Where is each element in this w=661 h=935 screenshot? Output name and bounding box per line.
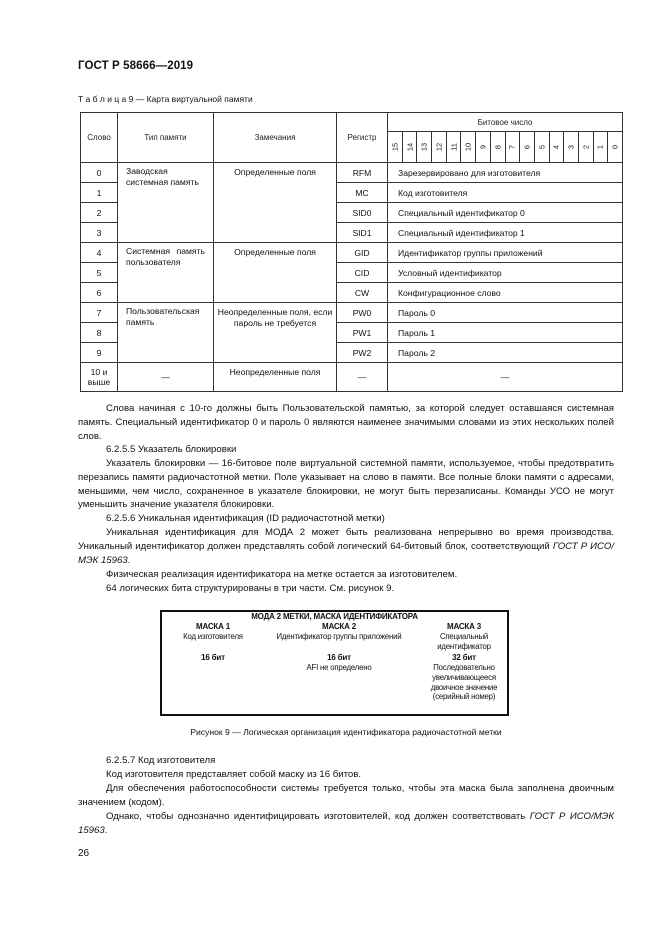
paragraph-5: 64 логических бита структурированы в три части. См. рисунок 9. xyxy=(106,583,395,594)
cell-register: PW1 xyxy=(337,323,388,343)
figure-9-mask-diagram xyxy=(160,610,509,716)
bit-number-label: 2 xyxy=(581,144,591,150)
cell-bits: Пароль 0 xyxy=(388,303,623,323)
figure-caption: Рисунок 9 — Логическая организация идентификатора радиочастотной метки xyxy=(190,727,502,737)
bit-number-0 xyxy=(608,132,623,163)
cell-word: 8 xyxy=(81,323,118,343)
bit-number-label: 1 xyxy=(595,144,605,150)
cell-bits: Специальный идентификатор 0 xyxy=(388,203,623,223)
cell-remarks: Неопределенные поля, если пароль не требуется xyxy=(214,303,337,363)
mask2-size: 16 бит xyxy=(327,653,351,662)
bit-number-label: 4 xyxy=(551,144,561,150)
cell-register: SID1 xyxy=(337,223,388,243)
cell-register: GID xyxy=(337,243,388,263)
cell-word: 9 xyxy=(81,343,118,363)
cell-remarks: Определенные поля xyxy=(214,243,337,303)
table-row xyxy=(81,163,623,183)
figure-title: МОДА 2 МЕТКИ, МАСКА ИДЕНТИФИКАТОРА xyxy=(251,612,418,621)
bit-number-13 xyxy=(417,132,432,163)
cell-register: CID xyxy=(337,263,388,283)
cell-word: 6 xyxy=(81,283,118,303)
cell-bits: Зарезервировано для изготовителя xyxy=(388,163,623,183)
paragraph-4: Физическая реализация идентификатора на метке остается за изготовителем. xyxy=(106,569,458,580)
cell-register: PW2 xyxy=(337,343,388,363)
mask1-size: 16 бит xyxy=(201,653,225,662)
cell-word: 1 xyxy=(81,183,118,203)
cell-word: 0 xyxy=(81,163,118,183)
bit-number-5 xyxy=(534,132,549,163)
bit-number-label: 14 xyxy=(405,142,415,152)
cell-word: 3 xyxy=(81,223,118,243)
cell-bits: Конфигурационное слово xyxy=(388,283,623,303)
bit-number-7 xyxy=(505,132,520,163)
paragraph-1: Слова начиная с 10-го должны быть Пользовательской памятью, за которой следует оставшаяся системная память. Специальный идентификатор 0 и пароль 0 являются наименее значимыми словами из этих нескольких полей слов. xyxy=(78,403,614,442)
mask1-title: МАСКА 1 xyxy=(196,622,230,631)
bit-number-4 xyxy=(549,132,564,163)
header-remarks: Замечания xyxy=(214,113,337,163)
bit-number-14 xyxy=(402,132,417,163)
cell-bits: Специальный идентификатор 1 xyxy=(388,223,623,243)
document-header: ГОСТ Р 58666—2019 xyxy=(78,60,194,72)
mask3-title: МАСКА 3 xyxy=(447,622,481,631)
mask3-name: Специальный идентификатор xyxy=(437,632,491,651)
standard-reference: ГОСТ Р ИСО/МЭК 15963 xyxy=(78,540,614,566)
bit-number-6 xyxy=(520,132,535,163)
bit-number-label: 10 xyxy=(463,142,473,152)
paragraph-7: Для обеспечения работоспособности системы требуется только, чтобы эта маска была заполнена двоичным значением (кодом). xyxy=(78,783,614,808)
header-word: Слово xyxy=(81,113,118,163)
cell-bits: — xyxy=(388,363,623,392)
header-bits: Битовое число xyxy=(388,113,623,132)
section-heading-6255: 6.2.5.5 Указатель блокировки xyxy=(106,444,237,455)
cell-memory-type: Пользовательская память xyxy=(118,303,214,363)
mask3-note: Последовательно увеличивающееся двоичное значение (серийный номер) xyxy=(430,663,498,702)
cell-bits: Идентификатор группы приложений xyxy=(388,243,623,263)
bit-number-label: 0 xyxy=(610,144,620,150)
cell-register: — xyxy=(337,363,388,392)
cell-register: MC xyxy=(337,183,388,203)
bit-number-8 xyxy=(490,132,505,163)
table-header-row xyxy=(81,113,623,132)
cell-word: 4 xyxy=(81,243,118,263)
bit-number-2 xyxy=(578,132,593,163)
paragraph-8-text: Однако, чтобы однозначно идентифицировать изготовителей, код должен соответствовать xyxy=(106,811,530,822)
cell-word: 5 xyxy=(81,263,118,283)
virtual-memory-table xyxy=(80,112,623,392)
bit-number-label: 15 xyxy=(390,142,400,152)
paragraph-3-text: Уникальная идентификация для МОДА 2 может быть реализована непрерывно во время производства. Уникальный идентификатор должен представлять собой логический 64-битовый блок, соответствующий xyxy=(78,527,614,552)
cell-memory-type: Системная память пользователя xyxy=(118,243,214,303)
header-register: Регистр xyxy=(337,113,388,163)
paragraph-2: Указатель блокировки — 16-битовое поле виртуальной системной памяти, используемое, чтобы предотвратить перезапись памяти радиочастотной метки. Поле указывает на слово в памяти. Все полные блоки памяти с адресами, меньшими, чем число, сохраненное в указателе блокировки, не могут быть перезаписаны. Команды УСО не могут уменьшить значение указателя блокировки. xyxy=(78,458,614,511)
bit-number-label: 6 xyxy=(522,144,532,150)
cell-word: 10 и выше xyxy=(81,363,118,392)
section-heading-6256: 6.2.5.6 Уникальная идентификация (ID радиочастотной метки) xyxy=(106,513,385,524)
bit-number-3 xyxy=(564,132,579,163)
page-number: 26 xyxy=(78,848,90,859)
bit-number-label: 9 xyxy=(478,144,488,150)
standard-reference-2: ГОСТ Р ИСО/МЭК 15963 xyxy=(78,811,614,836)
bit-number-10 xyxy=(461,132,476,163)
cell-bits: Код изготовителя xyxy=(388,183,623,203)
paragraph-6: Код изготовителя представляет собой маску из 16 битов. xyxy=(106,769,361,780)
bit-number-11 xyxy=(446,132,461,163)
paragraph-3 xyxy=(78,526,614,567)
cell-bits: Условный идентификатор xyxy=(388,263,623,283)
cell-word: 2 xyxy=(81,203,118,223)
cell-bits: Пароль 1 xyxy=(388,323,623,343)
cell-remarks: Неопределенные поля xyxy=(214,363,337,392)
bit-number-label: 13 xyxy=(419,142,429,152)
table-row xyxy=(81,363,623,392)
cell-remarks: Определенные поля xyxy=(214,163,337,243)
table-row xyxy=(81,303,623,323)
bit-number-12 xyxy=(432,132,447,163)
bit-number-label: 5 xyxy=(537,144,547,150)
header-type: Тип памяти xyxy=(118,113,214,163)
bit-number-label: 11 xyxy=(449,143,459,151)
cell-memory-type: — xyxy=(118,363,214,392)
paragraph-3-end: . xyxy=(127,554,131,566)
section-heading-6257: 6.2.5.7 Код изготовителя xyxy=(106,755,216,766)
mask2-title: МАСКА 2 xyxy=(322,622,356,631)
bit-number-1 xyxy=(593,132,608,163)
cell-memory-type: Заводская системная память xyxy=(118,163,214,243)
bit-number-15 xyxy=(388,132,403,163)
cell-word: 7 xyxy=(81,303,118,323)
bit-number-9 xyxy=(476,132,491,163)
cell-register: CW xyxy=(337,283,388,303)
cell-register: RFM xyxy=(337,163,388,183)
paragraph-8-end: . xyxy=(104,824,108,836)
bit-number-label: 12 xyxy=(434,142,444,152)
table-caption: Т а б л и ц а 9 — Карта виртуальной памяти xyxy=(78,94,253,104)
cell-register: SID0 xyxy=(337,203,388,223)
mask3-size: 32 бит xyxy=(452,653,476,662)
mask2-name: Идентификатор группы приложений xyxy=(276,632,402,641)
cell-register: PW0 xyxy=(337,303,388,323)
bit-number-label: 8 xyxy=(493,144,503,150)
mask1-name: Код изготовителя xyxy=(183,632,243,641)
cell-bits: Пароль 2 xyxy=(388,343,623,363)
paragraph-8 xyxy=(78,810,614,838)
bit-number-label: 7 xyxy=(507,144,517,150)
mask2-note: AFI не определено xyxy=(306,663,372,672)
table-row xyxy=(81,243,623,263)
bit-number-label: 3 xyxy=(566,144,576,150)
